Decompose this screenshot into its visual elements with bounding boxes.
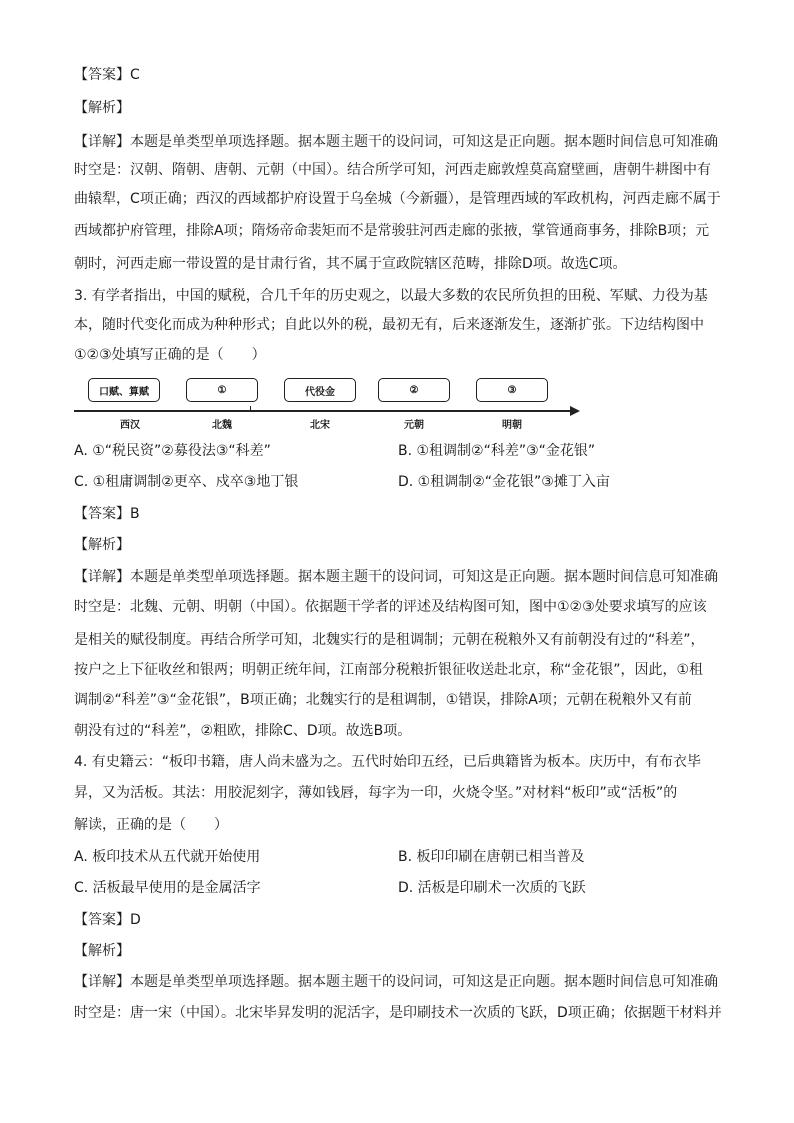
q3-answer: 【答案】B (74, 506, 140, 522)
timeline-label: 北宋 (310, 420, 330, 431)
q4-analysis-heading: 【解析】 (74, 943, 130, 959)
q2-detail-line: 朝时，河西走廊一带设置的是甘肃行省，其不属于宣政院辖区范畴，排除D项。故选C项。 (74, 256, 627, 272)
timeline-label: 元朝 (404, 420, 424, 431)
q2-answer: 【答案】C (74, 67, 140, 83)
timeline-label: 西汉 (120, 420, 140, 431)
q3-option-d: D. ①租调制②“金花银”③摊丁入亩 (398, 474, 610, 490)
q4-option-d: D. 活板是印刷术一次质的飞跃 (398, 880, 586, 896)
q3-stem-line: 本，随时代变化而成为种种形式；自此以外的税，最初无有，后来逐渐发生，逐渐扩张。下边结构图中 (74, 317, 704, 333)
q3-option-b: B. ①租调制②“科差”③“金花银” (398, 443, 596, 459)
q3-stem-line: ①②③处填写正确的是（ ） (74, 347, 266, 363)
tax-structure-timeline (74, 376, 584, 431)
q2-detail-line: 西域都护府管理，排除A项；隋炀帝命裴矩而不是常骏驻河西走廊的张掖，掌管通商事务，排除B项；元 (74, 223, 710, 239)
q4-stem-line: 解读，正确的是（ ） (74, 817, 228, 833)
q3-detail-line: 朝没有过的“科差”，②粗欧，排除C、D项。故选B项。 (74, 723, 412, 739)
timeline-box: ① (186, 378, 258, 402)
q2-detail-line: 曲辕犁，C项正确；西汉的西域都护府设置于乌垒城（今新疆），是管理西域的军政机构，河西走廊不属于 (74, 191, 721, 207)
q4-detail-line: 【详解】本题是单类型单项选择题。据本题主题干的设问词，可知这是正向题。据本题时间信息可知准确 (74, 974, 718, 990)
q4-detail-line: 时空是：唐一宋（中国）。北宋毕昇发明的泥活字，是印刷技术一次质的飞跃，D项正确；依据题干材料并 (74, 1005, 722, 1021)
timeline-axis (74, 410, 572, 412)
timeline-label: 北魏 (212, 420, 232, 431)
q3-detail-line: 按户之上下征收丝和银两；明朝正统年间，江南部分税粮折银征收送赴北京，称“金花银”，因此，①租 (74, 662, 704, 678)
q2-detail-line: 【详解】本题是单类型单项选择题。据本题主题干的设问词，可知这是正向题。据本题时间信息可知准确 (74, 134, 718, 150)
q2-detail-line: 时空是：汉朝、隋朝、唐朝、元朝（中国）。结合所学可知，河西走廊敦煌莫高窟壁画，唐朝牛耕图中有 (74, 162, 711, 178)
q3-analysis-heading: 【解析】 (74, 537, 130, 553)
timeline-box: ② (378, 378, 450, 402)
q4-answer: 【答案】D (74, 912, 141, 928)
q3-stem-line: 3. 有学者指出，中国的赋税，合几千年的历史观之，以最大多数的农民所负担的田税、军赋、力役为基 (74, 288, 708, 304)
q3-detail-line: 调制②“科差”③“金花银”，B项正确；北魏实行的是租调制，①错误，排除A项；元朝在税粮外又有前 (74, 692, 692, 708)
q4-option-c: C. 活板最早使用的是金属活字 (74, 880, 261, 896)
q3-detail-line: 时空是：北魏、元朝、明朝（中国）。依据题干学者的评述及结构图可知，图中①②③处要求填写的应该 (74, 599, 707, 615)
q3-detail-line: 是相关的赋役制度。再结合所学可知，北魏实行的是租调制；元朝在税粮外又有前朝没有过的“科差”， (74, 632, 705, 648)
q2-analysis-heading: 【解析】 (74, 100, 130, 116)
q4-stem-line: 昇，又为活板。其法：用胶泥刻字，薄如钱唇，每字为一印，火烧令坚。”对材料“板印”或“活板”的 (74, 785, 678, 801)
q3-detail-line: 【详解】本题是单类型单项选择题。据本题主题干的设问词，可知这是正向题。据本题时间信息可知准确 (74, 569, 718, 585)
timeline-box: 口赋、算赋 (88, 378, 160, 402)
q3-option-a: A. ①“税民资”②募役法③“科差” (74, 443, 271, 459)
q4-option-b: B. 板印印刷在唐朝已相当普及 (398, 849, 585, 865)
q4-option-a: A. 板印技术从五代就开始使用 (74, 849, 261, 865)
timeline-arrow-icon (570, 406, 580, 416)
q4-stem-line: 4. 有史籍云：“板印书籍，唐人尚未盛为之。五代时始印五经，已后典籍皆为板本。庆历中，有布衣毕 (74, 754, 702, 770)
timeline-box: ③ (476, 378, 548, 402)
timeline-tick (250, 406, 251, 411)
timeline-box: 代役金 (284, 378, 356, 402)
q3-option-c: C. ①租庸调制②更卒、戍卒③地丁银 (74, 474, 299, 490)
timeline-label: 明朝 (502, 420, 522, 431)
